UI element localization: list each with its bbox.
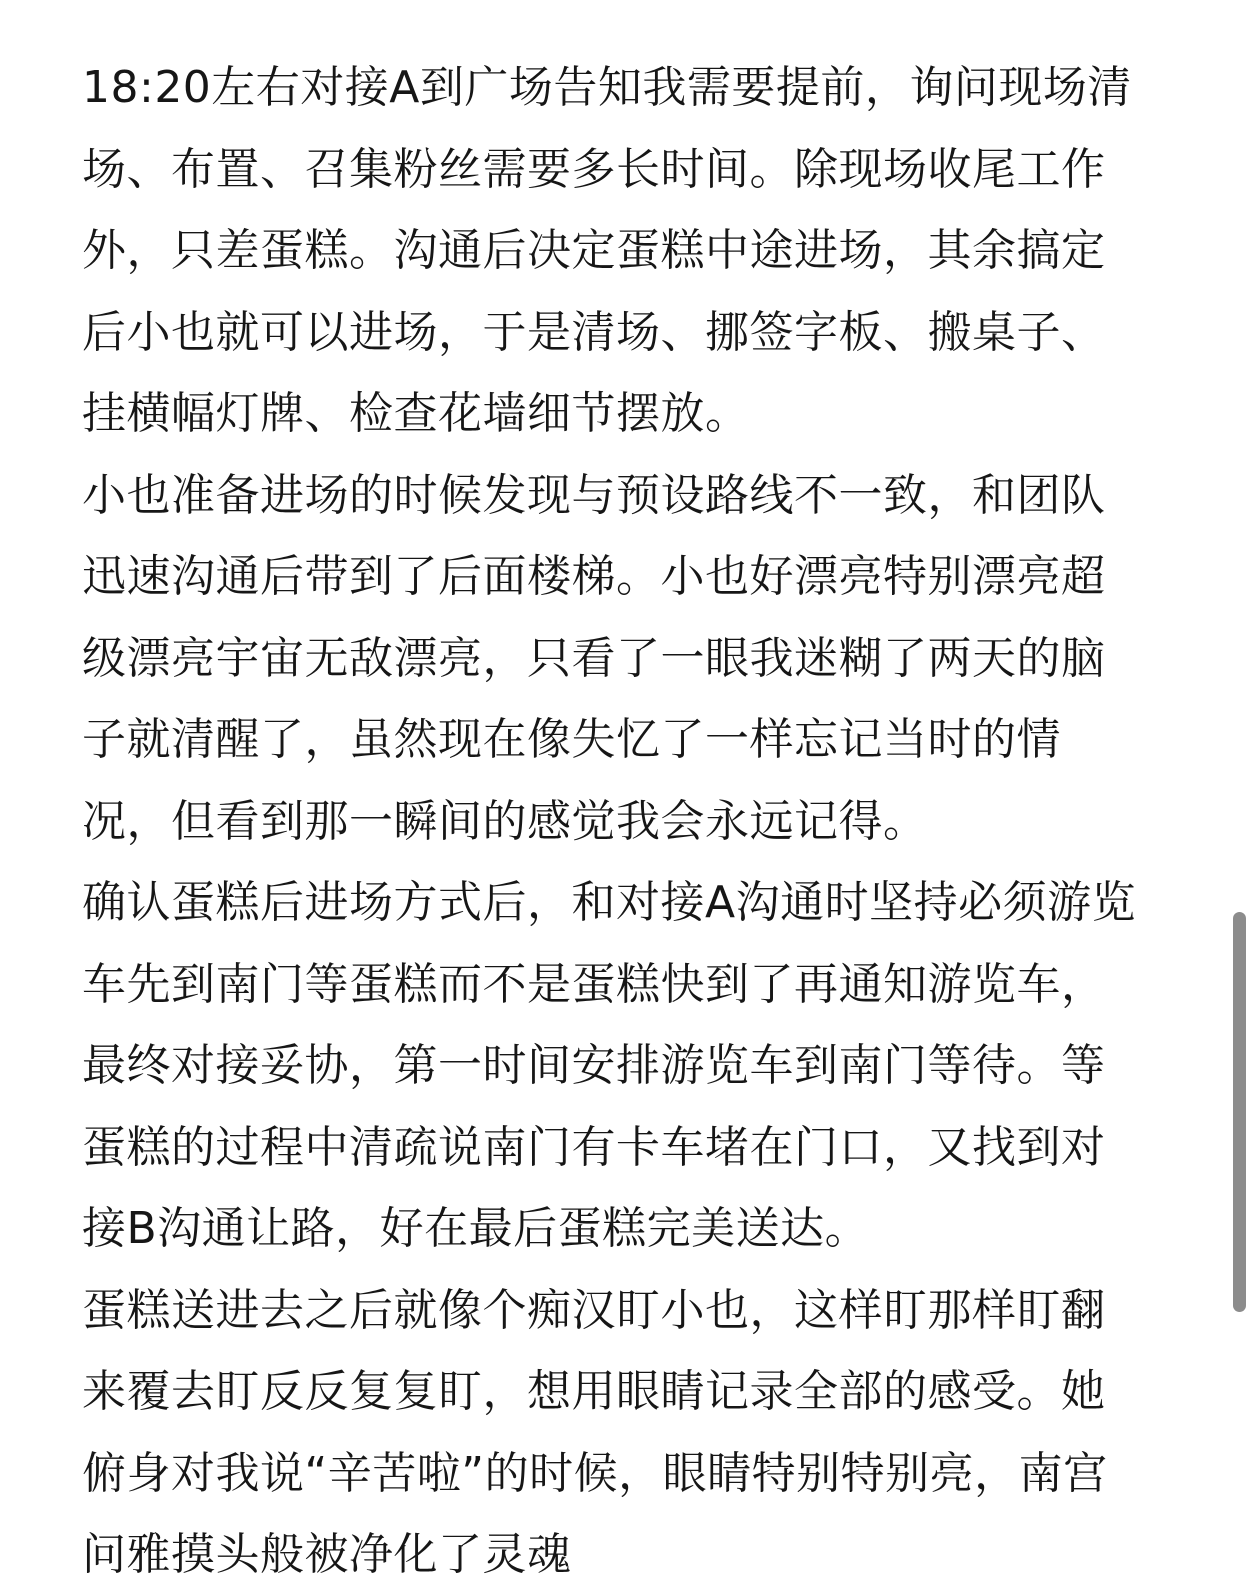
text-line: 小也准备进场的时候发现与预设路线不一致，和团队 — [82, 469, 1106, 521]
article-body — [82, 47, 1202, 1596]
text-line: 来覆去盯反反复复盯，想用眼睛记录全部的感受。她 — [82, 1366, 1106, 1417]
text-line: 蛋糕送进去之后就像个痴汉盯小也，这样盯那样盯翻 — [82, 1284, 1106, 1336]
text-line: 问雅摸头般被净化了灵魂 — [82, 1529, 572, 1580]
paragraph-1 — [82, 47, 1202, 455]
text-line: 挂横幅灯牌、检查花墙细节摆放。 — [82, 388, 750, 439]
text-line: 蛋糕的过程中清疏说南门有卡车堵在门口，又找到对 — [82, 1121, 1106, 1173]
text-line: 况，但看到那一瞬间的感觉我会永远记得。 — [82, 795, 928, 847]
vertical-scrollbar-thumb[interactable] — [1233, 912, 1246, 1312]
text-line: 最终对接妥协，第一时间安排游览车到南门等待。等 — [82, 1040, 1106, 1091]
paragraph-4 — [82, 1270, 1202, 1596]
text-line: 确认蛋糕后进场方式后，和对接A沟通时坚持必须游览 — [82, 877, 1137, 928]
text-line: 后小也就可以进场，于是清场、挪签字板、搬桌子、 — [82, 306, 1106, 358]
text-line: 场、布置、召集粉丝需要多长时间。除现场收尾工作 — [82, 143, 1106, 195]
paragraph-2 — [82, 455, 1202, 863]
text-line: 车先到南门等蛋糕而不是蛋糕快到了再通知游览车， — [82, 958, 1106, 1010]
text-line: 迅速沟通后带到了后面楼梯。小也好漂亮特别漂亮超 — [82, 551, 1106, 602]
text-line: 级漂亮宇宙无敌漂亮，只看了一眼我迷糊了两天的脑 — [82, 632, 1106, 684]
text-line: 接B沟通让路，好在最后蛋糕完美送达。 — [82, 1203, 870, 1254]
text-line: 18:20左右对接A到广场告知我需要提前，询问现场清 — [82, 62, 1132, 113]
paragraph-3 — [82, 862, 1202, 1270]
text-line: 子就清醒了，虽然现在像失忆了一样忘记当时的情 — [82, 714, 1061, 765]
text-line: 外，只差蛋糕。沟通后决定蛋糕中途进场，其余搞定 — [82, 225, 1106, 276]
text-line: 俯身对我说“辛苦啦”的时候，眼睛特别特别亮，南宫 — [82, 1447, 1108, 1499]
